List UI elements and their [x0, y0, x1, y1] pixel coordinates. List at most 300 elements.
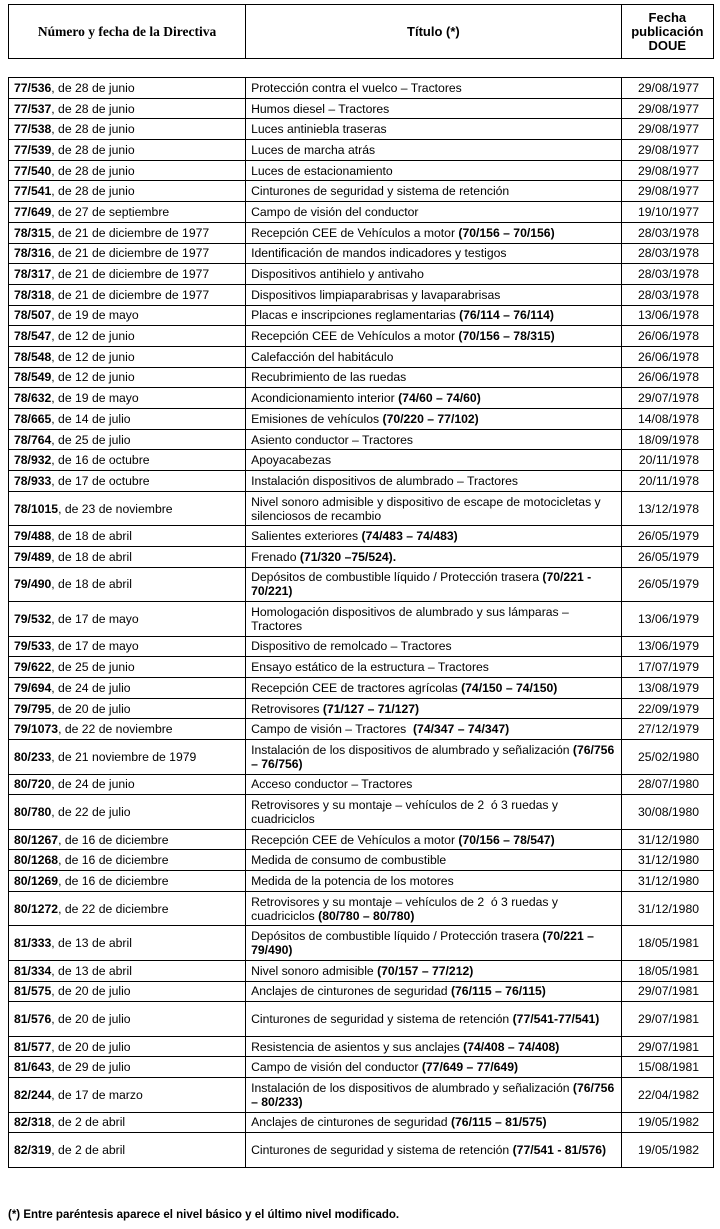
directive-reference: (77/541 - 81/576) [512, 1143, 607, 1157]
directive-number: 81/334 [14, 963, 52, 978]
table-row [9, 119, 714, 140]
directive-date: , de 22 de julio [51, 805, 131, 819]
directive-number: 78/665 [14, 411, 52, 426]
directive-number: 80/1267 [14, 832, 59, 847]
directive-cell [9, 202, 246, 223]
publication-date: 29/08/1977 [621, 98, 713, 119]
directive-number: 82/244 [14, 1087, 52, 1102]
publication-date: 26/05/1979 [621, 526, 713, 547]
title-cell [246, 960, 622, 981]
directive-title: Nivel sonoro admisible [251, 963, 378, 978]
directive-date: , de 27 de septiembre [51, 204, 170, 219]
directive-title: Anclajes de cinturones de seguridad [251, 984, 451, 999]
publication-date: 29/07/1981 [621, 1036, 713, 1057]
directive-reference: (74/347 – 74/347) [413, 722, 510, 737]
directive-cell [9, 471, 246, 492]
table-row [9, 546, 714, 567]
directive-title: Acondicionamiento interior [251, 391, 399, 406]
directive-cell [9, 119, 246, 140]
publication-date: 29/07/1978 [621, 388, 713, 409]
directive-title: Campo de visión del conductor [251, 1060, 422, 1075]
title-cell [246, 409, 622, 430]
title-cell [246, 491, 622, 526]
table-row [9, 636, 714, 657]
title-cell [246, 388, 622, 409]
table-row [9, 678, 714, 699]
directive-number: 80/1269 [14, 873, 59, 888]
footnote: (*) Entre paréntesis aparece el nivel básico y el último nivel modificado. [8, 1209, 400, 1221]
directive-number: 78/548 [14, 349, 52, 364]
directive-title: Asiento conductor – Tractores [251, 432, 413, 447]
directive-title: Frenado [251, 549, 300, 564]
directive-number: 77/649 [14, 204, 52, 219]
title-cell [246, 926, 622, 961]
directive-title: Acceso conductor – Tractores [251, 777, 413, 792]
directive-cell [9, 926, 246, 961]
directive-number: 78/318 [14, 287, 52, 302]
directive-number: 80/1272 [14, 901, 59, 916]
table-row [9, 795, 714, 830]
directives-table [8, 77, 714, 1168]
directive-title: Dispositivo de remolcado – Tractores [251, 639, 452, 654]
directive-cell [9, 960, 246, 981]
header-row [9, 5, 714, 59]
directive-cell [9, 546, 246, 567]
table-row [9, 491, 714, 526]
directive-reference: (76/114 – 76/114) [459, 308, 554, 323]
title-cell [246, 367, 622, 388]
publication-date: 28/03/1978 [621, 222, 713, 243]
directive-number: 80/780 [14, 805, 52, 819]
directives-table-body [9, 78, 714, 1168]
title-cell [246, 1112, 622, 1133]
directive-reference: (74/408 – 74/408) [463, 1039, 560, 1054]
directive-date: , de 16 de diciembre [58, 832, 169, 847]
table-row [9, 526, 714, 547]
table-row [9, 774, 714, 795]
directive-date: , de 18 de abril [51, 577, 132, 592]
directive-number: 78/1015 [14, 501, 59, 516]
directive-number: 82/318 [14, 1115, 52, 1130]
publication-date: 22/04/1982 [621, 1078, 713, 1113]
directive-date: , de 18 de abril [51, 529, 132, 544]
directive-number: 82/319 [14, 1143, 52, 1157]
directive-cell [9, 1036, 246, 1057]
directive-cell [9, 346, 246, 367]
publication-date: 29/08/1977 [621, 160, 713, 181]
directive-title: Medida de consumo de combustible [251, 853, 447, 868]
title-cell [246, 981, 622, 1002]
publication-date: 29/07/1981 [621, 981, 713, 1002]
header-pub-line3: DOUE [648, 37, 687, 53]
directive-title: Luces antiniebla traseras [251, 122, 387, 137]
directive-date: , de 24 de junio [51, 777, 135, 792]
directive-number: 79/694 [14, 680, 52, 695]
table-row [9, 264, 714, 285]
directive-reference: (70/156 – 78/315) [458, 329, 555, 344]
publication-date: 28/03/1978 [621, 284, 713, 305]
directive-number: 77/536 [14, 80, 52, 95]
directive-date: , de 28 de junio [51, 184, 135, 199]
directive-cell [9, 1078, 246, 1113]
directive-cell [9, 1002, 246, 1037]
publication-date: 26/06/1978 [621, 367, 713, 388]
directive-cell [9, 981, 246, 1002]
directive-number: 79/489 [14, 549, 52, 564]
title-cell [246, 719, 622, 740]
directive-cell [9, 1057, 246, 1078]
directive-cell [9, 657, 246, 678]
directive-date: , de 17 de mayo [51, 611, 139, 626]
table-row [9, 960, 714, 981]
directive-number: 79/488 [14, 529, 52, 544]
directive-title: Campo de visión – Tractores [251, 722, 413, 737]
title-cell [246, 78, 622, 99]
directive-date: , de 17 de marzo [51, 1087, 143, 1102]
directive-reference: (74/60 – 74/60) [398, 391, 481, 406]
publication-date: 26/05/1979 [621, 567, 713, 602]
title-cell [246, 140, 622, 161]
directive-number: 77/537 [14, 101, 52, 116]
directive-number: 81/575 [14, 984, 52, 999]
directive-number: 81/576 [14, 1011, 52, 1026]
directive-title: Resistencia de asientos y sus anclajes [251, 1039, 464, 1054]
directive-date: , de 16 de diciembre [58, 873, 169, 888]
directive-cell [9, 450, 246, 471]
directive-date: , de 28 de junio [51, 163, 135, 178]
directive-title: Campo de visión del conductor [251, 204, 419, 219]
table-row [9, 850, 714, 871]
directive-date: , de 12 de junio [51, 370, 135, 385]
directive-title: Identificación de mandos indicadores y testigos [251, 246, 507, 261]
directive-title: Retrovisores y su montaje – vehículos de 2 ó 3 ruedas y cuadriciclos [251, 894, 562, 923]
directive-cell [9, 78, 246, 99]
publication-date: 29/08/1977 [621, 140, 713, 161]
directive-reference: (76/115 – 76/115) [450, 984, 546, 999]
table-row [9, 326, 714, 347]
table-row [9, 1112, 714, 1133]
directive-title: Retrovisores y su montaje – vehículos de 2 ó 3 ruedas y cuadriciclos [251, 798, 562, 826]
directive-cell [9, 284, 246, 305]
header-pub-line2: publicación [631, 23, 704, 39]
directive-cell [9, 850, 246, 871]
directive-title: Depósitos de combustible líquido / Protección trasera [251, 570, 543, 585]
publication-date: 31/12/1980 [621, 850, 713, 871]
directive-cell [9, 305, 246, 326]
directive-title: Instalación de los dispositivos de alumbrado y señalización [251, 1080, 573, 1095]
title-cell [246, 1057, 622, 1078]
publication-date: 25/02/1980 [621, 740, 713, 775]
publication-date: 20/11/1978 [621, 450, 713, 471]
title-cell [246, 602, 622, 637]
table-row [9, 657, 714, 678]
title-cell [246, 829, 622, 850]
directive-reference: (70/157 – 77/212) [377, 963, 474, 978]
directive-date: , de 28 de junio [51, 80, 135, 95]
directive-date: , de 17 de mayo [51, 639, 139, 654]
title-cell [246, 795, 622, 830]
table-row [9, 829, 714, 850]
directive-title: Homologación dispositivos de alumbrado y sus lámparas – Tractores [251, 604, 572, 633]
publication-date: 13/06/1979 [621, 636, 713, 657]
directive-date: , de 21 de diciembre de 1977 [51, 225, 210, 240]
directive-reference: (70/221 - 70/221) [251, 570, 592, 599]
directive-date: , de 22 de diciembre [58, 901, 169, 916]
directive-date: , de 20 de julio [51, 701, 131, 716]
directive-date: , de 25 de junio [51, 660, 135, 675]
directive-reference: (70/156 – 78/547) [458, 832, 555, 847]
directive-date: , de 24 de julio [51, 680, 131, 695]
directive-number: 78/317 [14, 267, 52, 282]
directive-title: Anclajes de cinturones de seguridad [251, 1115, 451, 1130]
table-row [9, 698, 714, 719]
directive-number: 78/932 [14, 453, 52, 468]
directive-cell [9, 388, 246, 409]
directive-title: Recepción CEE de Vehículos a motor [251, 225, 459, 240]
directive-cell [9, 795, 246, 830]
directive-date: , de 2 de abril [51, 1143, 126, 1157]
title-cell [246, 1036, 622, 1057]
directive-cell [9, 264, 246, 285]
directive-date: , de 2 de abril [51, 1115, 126, 1130]
table-row [9, 891, 714, 926]
directive-number: 77/540 [14, 163, 52, 178]
publication-date: 19/10/1977 [621, 202, 713, 223]
directive-date: , de 14 de julio [51, 411, 131, 426]
directive-number: 79/795 [14, 701, 52, 716]
directive-reference: (70/156 – 70/156) [458, 225, 555, 240]
title-cell [246, 181, 622, 202]
directive-title: Dispositivos antihielo y antivaho [251, 267, 424, 282]
directive-cell [9, 678, 246, 699]
table-row [9, 78, 714, 99]
directive-reference: (77/649 – 77/649) [421, 1060, 519, 1075]
directive-cell [9, 602, 246, 637]
directive-number: 78/315 [14, 225, 52, 240]
publication-date: 19/05/1982 [621, 1133, 713, 1168]
directive-date: , de 13 de abril [51, 963, 132, 978]
directive-cell [9, 698, 246, 719]
directive-reference: (77/541-77/541) [512, 1011, 600, 1026]
directive-title: Instalación dispositivos de alumbrado – Tractores [251, 473, 519, 488]
directive-date: , de 21 de diciembre de 1977 [51, 246, 210, 261]
title-cell [246, 98, 622, 119]
directive-cell [9, 491, 246, 526]
directive-date: , de 21 de diciembre de 1977 [51, 267, 210, 282]
table-row [9, 429, 714, 450]
directive-number: 77/541 [14, 184, 52, 199]
directive-cell [9, 1112, 246, 1133]
directive-reference: (76/115 – 81/575) [450, 1115, 547, 1130]
title-cell [246, 1002, 622, 1037]
table-row [9, 346, 714, 367]
title-cell [246, 636, 622, 657]
table-row [9, 98, 714, 119]
title-cell [246, 567, 622, 602]
directive-cell [9, 98, 246, 119]
publication-date: 13/08/1979 [621, 678, 713, 699]
table-row [9, 243, 714, 264]
directive-date: , de 29 de julio [51, 1060, 131, 1075]
title-cell [246, 891, 622, 926]
directive-reference: (76/756 – 76/756) [251, 742, 615, 771]
table-row [9, 1002, 714, 1037]
title-cell [246, 678, 622, 699]
directive-date: , de 28 de junio [51, 122, 135, 137]
publication-date: 27/12/1979 [621, 719, 713, 740]
directive-date: , de 16 de diciembre [58, 853, 169, 868]
directive-date: , de 22 de noviembre [58, 722, 173, 737]
directive-cell [9, 409, 246, 430]
table-row [9, 1078, 714, 1113]
title-cell [246, 657, 622, 678]
title-cell [246, 526, 622, 547]
directive-title: Instalación de los dispositivos de alumbrado y señalización [251, 742, 573, 757]
directive-number: 77/538 [14, 122, 52, 137]
table-row [9, 202, 714, 223]
title-cell [246, 119, 622, 140]
table-header [8, 4, 714, 59]
table-row [9, 388, 714, 409]
directive-cell [9, 140, 246, 161]
title-cell [246, 1078, 622, 1113]
directive-date: , de 21 noviembre de 1979 [51, 749, 197, 764]
header-pub-line1: Fecha [648, 9, 687, 25]
directive-date: , de 20 de julio [51, 984, 131, 999]
title-cell [246, 202, 622, 223]
directive-date: , de 18 de abril [51, 549, 132, 564]
table-row [9, 740, 714, 775]
publication-date: 13/06/1979 [621, 602, 713, 637]
directive-number: 78/547 [14, 329, 52, 344]
directive-number: 80/720 [14, 777, 52, 792]
directive-number: 78/549 [14, 370, 52, 385]
directive-cell [9, 1133, 246, 1168]
directive-title: Cinturones de seguridad y sistema de retención [251, 1011, 513, 1026]
directive-number: 78/632 [14, 391, 52, 406]
directive-number: 78/316 [14, 246, 52, 261]
title-cell [246, 471, 622, 492]
publication-date: 29/07/1981 [621, 1002, 713, 1037]
table-row [9, 1057, 714, 1078]
directive-title: Ensayo estático de la estructura – Tractores [251, 660, 489, 675]
directive-date: , de 20 de julio [51, 1039, 131, 1054]
table-row [9, 450, 714, 471]
title-cell [246, 222, 622, 243]
directive-title: Recubrimiento de las ruedas [251, 370, 407, 385]
table-row [9, 222, 714, 243]
directive-date: , de 28 de junio [51, 101, 135, 116]
publication-date: 30/08/1980 [621, 795, 713, 830]
directive-reference: (70/221 – 79/490) [251, 929, 594, 958]
title-cell [246, 871, 622, 892]
directive-cell [9, 774, 246, 795]
directive-title: Nivel sonoro admisible y dispositivo de escape de motocicletas y silenciosos de recambio [251, 494, 605, 523]
directive-date: , de 21 de diciembre de 1977 [51, 287, 210, 302]
directive-title: Apoyacabezas [251, 453, 332, 468]
table-row [9, 981, 714, 1002]
directive-title: Recepción CEE de Vehículos a motor [251, 329, 459, 344]
directive-title: Calefacción del habitáculo [251, 349, 394, 364]
title-cell [246, 284, 622, 305]
directive-date: , de 12 de junio [51, 329, 135, 344]
table-row [9, 567, 714, 602]
directive-reference: (76/756 – 80/233) [251, 1080, 615, 1109]
publication-date: 18/09/1978 [621, 429, 713, 450]
publication-date: 20/11/1978 [621, 471, 713, 492]
directive-title: Cinturones de seguridad y sistema de retención [251, 184, 510, 199]
directive-date: , de 25 de julio [51, 432, 131, 447]
table-row [9, 140, 714, 161]
directive-title: Luces de estacionamiento [251, 163, 393, 178]
directive-number: 78/764 [14, 432, 52, 447]
directive-reference: (71/320 –75/524). [299, 549, 397, 564]
directive-number: 78/933 [14, 473, 52, 488]
table-row [9, 926, 714, 961]
publication-date: 29/08/1977 [621, 119, 713, 140]
directive-title: Emisiones de vehículos [251, 411, 383, 426]
publication-date: 15/08/1981 [621, 1057, 713, 1078]
publication-date: 31/12/1980 [621, 829, 713, 850]
title-cell [246, 546, 622, 567]
directive-reference: (71/127 – 71/127) [322, 701, 420, 716]
directive-cell [9, 719, 246, 740]
directive-number: 78/507 [14, 308, 52, 323]
directive-title: Cinturones de seguridad y sistema de retención [251, 1143, 513, 1157]
directive-title: Medida de la potencia de los motores [251, 873, 454, 888]
directive-date: , de 23 de noviembre [58, 501, 173, 516]
directive-number: 79/490 [14, 577, 52, 592]
publication-date: 31/12/1980 [621, 871, 713, 892]
title-cell [246, 740, 622, 775]
directive-number: 81/643 [14, 1060, 52, 1075]
header-title: Título (*) [246, 5, 622, 59]
directive-title: Dispositivos limpiaparabrisas y lavaparabrisas [251, 287, 501, 302]
directive-date: , de 13 de abril [51, 936, 132, 951]
publication-date: 22/09/1979 [621, 698, 713, 719]
directive-title: Recepción CEE de tractores agrícolas [251, 680, 462, 695]
table-row [9, 367, 714, 388]
table-row [9, 471, 714, 492]
directive-cell [9, 429, 246, 450]
directive-title: Humos diesel – Tractores [251, 101, 390, 116]
publication-date: 26/06/1978 [621, 326, 713, 347]
publication-date: 29/08/1977 [621, 181, 713, 202]
publication-date: 29/08/1977 [621, 78, 713, 99]
table-row [9, 181, 714, 202]
directive-cell [9, 222, 246, 243]
publication-date: 28/03/1978 [621, 264, 713, 285]
header-directive: Número y fecha de la Directiva [9, 5, 246, 59]
publication-date: 18/05/1981 [621, 960, 713, 981]
directive-title: Depósitos de combustible líquido / Protección trasera [251, 929, 543, 944]
title-cell [246, 305, 622, 326]
directive-date: , de 20 de julio [51, 1011, 131, 1026]
table-row [9, 284, 714, 305]
publication-date: 28/03/1978 [621, 243, 713, 264]
directive-cell [9, 636, 246, 657]
directive-reference: (70/220 – 77/102) [382, 411, 479, 426]
title-cell [246, 774, 622, 795]
directive-number: 79/622 [14, 660, 52, 675]
title-cell [246, 346, 622, 367]
directive-title: Placas e inscripciones reglamentarias [251, 308, 460, 323]
directive-cell [9, 526, 246, 547]
directive-cell [9, 829, 246, 850]
directive-number: 79/1073 [14, 722, 59, 737]
directive-title: Recepción CEE de Vehículos a motor [251, 832, 459, 847]
directive-reference: (74/483 – 74/483) [361, 529, 458, 544]
